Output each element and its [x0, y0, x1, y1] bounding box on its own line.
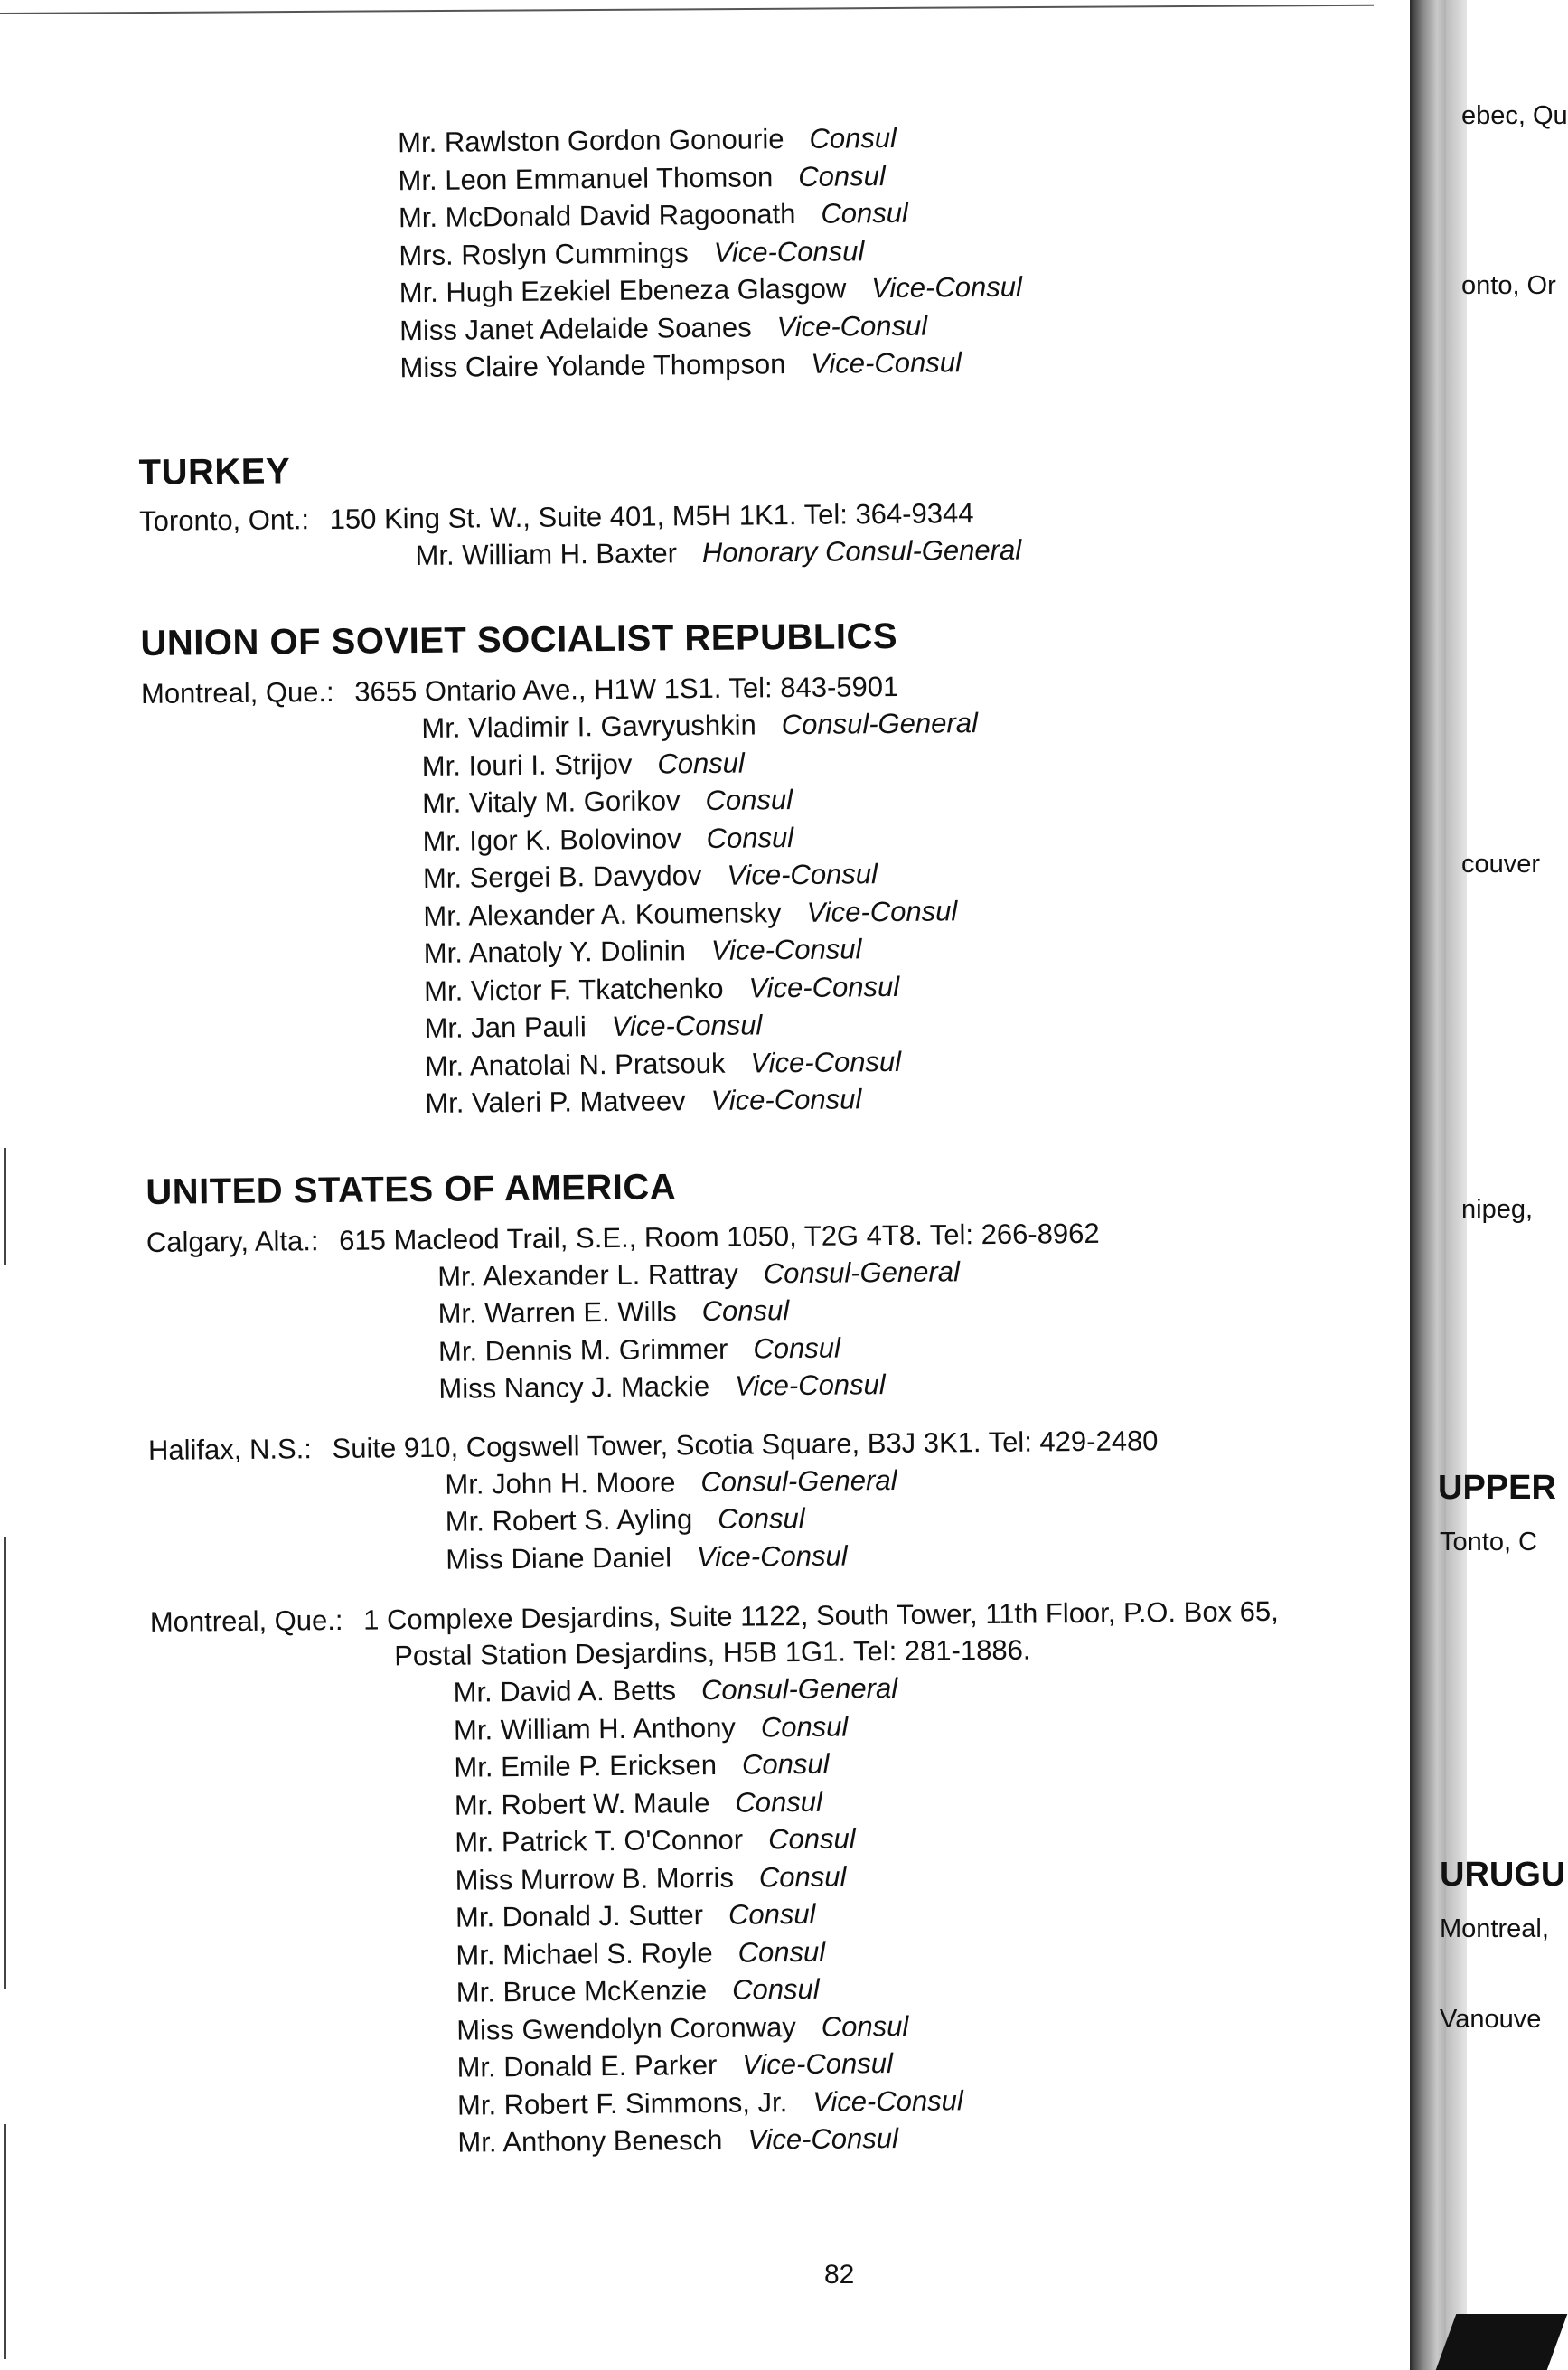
entry-title: Consul-General: [700, 1463, 897, 1498]
country-heading: TURKEY: [138, 450, 291, 493]
next-page-fragment: URUGU: [1440, 1856, 1566, 1894]
entry-name: Mr. Vitaly M. Gorikov: [422, 785, 681, 819]
entry-title: Vice-Consul: [748, 970, 900, 1004]
entry-title: Consul: [753, 1331, 841, 1365]
continued-entry-list: [398, 115, 1385, 387]
entry-list: [453, 1665, 1402, 2162]
entry-title: Vice-Consul: [696, 1539, 848, 1573]
entry-name: Mr. Rawlston Gordon Gonourie: [398, 123, 784, 159]
entry-name: Mr. Igor K. Bolovinov: [422, 822, 681, 857]
entry-name: Mr. William H. Baxter: [415, 536, 678, 571]
entry-title: Consul: [657, 747, 745, 779]
entry-name: Mr. Sergei B. Davydov: [422, 860, 702, 894]
entry-title: Vice-Consul: [812, 2083, 963, 2118]
entry-name: Miss Nancy J. Mackie: [438, 1369, 710, 1405]
entry-name: Mr. Jan Pauli: [424, 1011, 587, 1044]
country-heading: UNITED STATES OF AMERICA: [146, 1166, 677, 1212]
entry-name: Miss Claire Yolande Thompson: [399, 348, 786, 384]
entry-title: Vice-Consul: [806, 894, 958, 928]
entry-name: Mr. Donald E. Parker: [456, 2048, 718, 2083]
entry-name: Mr. Patrick T. O'Connor: [455, 1823, 744, 1858]
entry-title: Vice-Consul: [747, 2122, 899, 2156]
entry-title: Consul: [701, 1294, 790, 1328]
address-line: Suite 910, Cogswell Tower, Scotia Square, B3J 3K1. Tel: 429-2480: [332, 1424, 1159, 1464]
entry: [425, 1076, 1392, 1123]
next-page-fragment: ebec, Qu: [1461, 101, 1568, 130]
entry-title: Vice-Consul: [713, 234, 865, 268]
office-city: Montreal, Que.:: [140, 675, 334, 710]
entry-title: Consul: [767, 1822, 856, 1856]
entry-name: Mr. Iouri I. Strijov: [421, 748, 633, 782]
entry-title: Vice-Consul: [727, 858, 878, 891]
page-number: 82: [824, 2260, 855, 2290]
entry-name: Mr. Alexander L. Rattray: [437, 1257, 738, 1293]
entry-title: Consul: [758, 1860, 847, 1893]
entry-title: Consul: [706, 821, 794, 854]
entry: [457, 2115, 1402, 2162]
entry-title: Consul: [732, 1972, 820, 2006]
entry-list: [421, 701, 1392, 1123]
address-line: 1 Complexe Desjardins, Suite 1122, South Tower, 11th Floor, P.O. Box 65,: [362, 1594, 1279, 1636]
entry-title: Consul: [737, 1935, 826, 1969]
entry-title: Consul: [728, 1897, 816, 1931]
entry-title: Consul: [809, 121, 897, 155]
entry-title: Vice-Consul: [710, 933, 862, 966]
entry-title: Vice-Consul: [811, 346, 962, 380]
entry-name: Mr. Anthony Benesch: [457, 2123, 723, 2158]
office-city: Toronto, Ont.:: [139, 503, 310, 537]
next-page-fragment: UPPER: [1438, 1469, 1556, 1507]
entry-name: Mr. Victor F. Tkatchenko: [424, 972, 724, 1007]
entry-name: Miss Janet Adelaide Soanes: [399, 310, 752, 346]
entry-title: Honorary Consul-General: [701, 533, 1022, 569]
binding-corner: [1436, 2314, 1568, 2370]
entry-title: Consul: [741, 1747, 830, 1781]
entry-title: Vice-Consul: [871, 270, 1023, 305]
entry-name: Mr. David A. Betts: [453, 1674, 677, 1708]
entry-name: Mr. Anatoly Y. Dolinin: [423, 935, 687, 969]
entry-name: Mr. Hugh Ezekiel Ebeneza Glasgow: [399, 272, 847, 309]
entry: [438, 1361, 1394, 1408]
address-line: 150 King St. W., Suite 401, M5H 1K1. Tel: 364-9344: [329, 496, 974, 535]
entry-name: Miss Gwendolyn Coronway: [456, 2010, 796, 2046]
entry-name: Mr. Anatolai N. Pratsouk: [424, 1047, 726, 1082]
entry-title: Vice-Consul: [742, 2047, 894, 2081]
entry-title: Consul: [705, 784, 793, 816]
office-city: Calgary, Alta.:: [146, 1224, 319, 1258]
entry-name: Mr. Leon Emmanuel Thomson: [398, 160, 774, 196]
entry-name: Miss Diane Daniel: [446, 1540, 672, 1575]
entry-title: Consul: [760, 1710, 849, 1743]
next-page-fragment: Montreal,: [1440, 1914, 1549, 1943]
office-city: Montreal, Que.:: [149, 1604, 343, 1638]
next-page-fragment: couver: [1461, 850, 1541, 879]
country-section-usa: [146, 1158, 1402, 2164]
entry-name: Mr. McDonald David Ragoonath: [398, 197, 796, 234]
entry-title: Vice-Consul: [750, 1045, 902, 1079]
next-page-fragment: Vanouve: [1440, 2005, 1542, 2034]
entry-title: Vice-Consul: [734, 1368, 886, 1402]
entry-name: Mr. John H. Moore: [445, 1465, 676, 1500]
entry-name: Mr. Emile P. Ericksen: [454, 1748, 718, 1783]
next-page-fragment: Tonto, C: [1440, 1528, 1537, 1556]
entry-name: Mr. Valeri P. Matveev: [425, 1085, 686, 1119]
entry-name: Mrs. Roslyn Cummings: [399, 236, 689, 271]
entry-name: Mr. Robert S. Ayling: [445, 1503, 693, 1538]
address-line: 615 Macleod Trail, S.E., Room 1050, T2G 4T8. Tel: 266-8962: [338, 1217, 1100, 1256]
entry-title: Consul: [718, 1501, 805, 1535]
entry-name: Mr. Donald J. Sutter: [455, 1899, 704, 1933]
page-content: [136, 115, 1403, 2165]
entry-name: Miss Murrow B. Morris: [455, 1861, 735, 1896]
entry-name: Mr. Vladimir I. Gavryushkin: [421, 709, 756, 744]
entry-title: Consul-General: [763, 1255, 961, 1289]
entry-title: Consul: [798, 159, 886, 193]
country-section-turkey: [138, 438, 1386, 577]
entry-title: Consul-General: [700, 1671, 898, 1707]
entry-name: Mr. Robert F. Simmons, Jr.: [456, 2085, 788, 2121]
entry-title: Vice-Consul: [710, 1083, 862, 1116]
entry-name: Mr. Warren E. Wills: [437, 1295, 677, 1330]
entry-name: Mr. Michael S. Royle: [455, 1936, 713, 1971]
address-line: Postal Station Desjardins, H5B 1G1. Tel: 281-1886.: [394, 1633, 1031, 1672]
entry-title: Vice-Consul: [776, 309, 928, 343]
entry-name: Mr. Robert W. Maule: [454, 1786, 710, 1821]
entry-title: Vice-Consul: [611, 1009, 763, 1042]
entry-list: [437, 1248, 1395, 1407]
entry-title: Consul-General: [781, 707, 979, 741]
address-line: 3655 Ontario Ave., H1W 1S1. Tel: 843-5901: [354, 670, 899, 708]
entry-title: Consul: [821, 2009, 909, 2043]
entry-list: [445, 1456, 1396, 1578]
entry-name: Mr. William H. Anthony: [453, 1711, 737, 1746]
entry-name: Mr. Alexander A. Koumensky: [423, 896, 782, 932]
next-page-fragment: onto, Or: [1461, 271, 1556, 300]
entry-title: Consul: [735, 1785, 823, 1819]
office-city: Halifax, N.S.:: [147, 1432, 313, 1466]
entry-title: Consul: [821, 196, 909, 230]
country-heading: UNION OF SOVIET SOCIALIST REPUBLICS: [140, 616, 898, 663]
country-section-ussr: [140, 610, 1392, 1125]
entry-name: Mr. Dennis M. Grimmer: [437, 1332, 728, 1368]
entry-name: Mr. Bruce McKenzie: [455, 1974, 708, 2008]
next-page-edge: [1438, 0, 1568, 2370]
next-page-fragment: nipeg,: [1461, 1195, 1534, 1224]
